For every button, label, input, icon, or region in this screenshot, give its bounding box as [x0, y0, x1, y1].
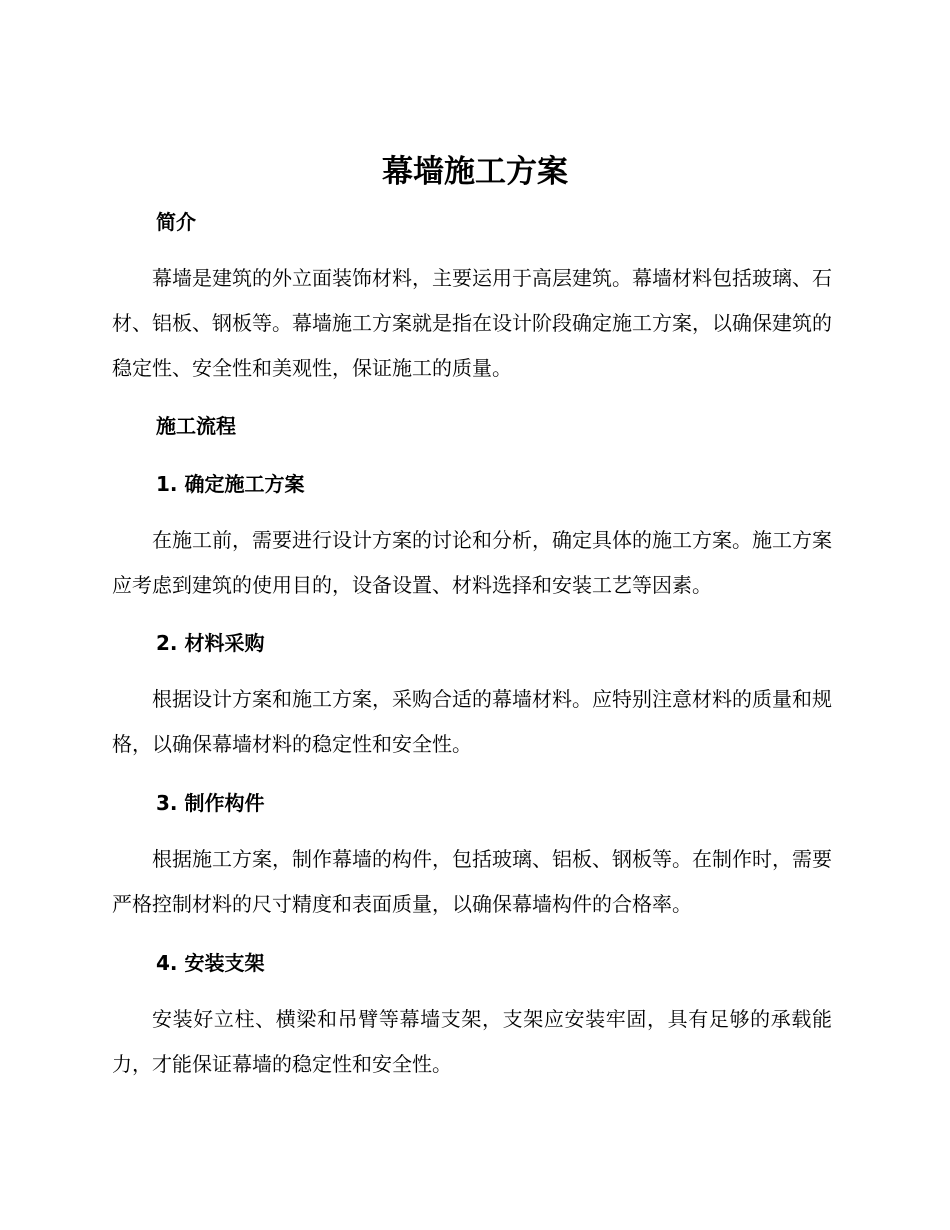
- step-paragraph-2: 根据设计方案和施工方案，采购合适的幕墙材料。应特别注意材料的质量和规格，以确保幕墙材料的稳定性和安全性。: [112, 687, 832, 756]
- step-heading-1: 1. 确定施工方案: [156, 472, 305, 496]
- page-title: 幕墙施工方案: [382, 154, 568, 190]
- step-paragraph-4: 安装好立柱、横梁和吊臂等幕墙支架，支架应安装牢固，具有足够的承载能力，才能保证幕墙的稳定性和安全性。: [112, 1007, 832, 1076]
- section-heading-process: 施工流程: [156, 414, 236, 438]
- intro-paragraph: 幕墙是建筑的外立面装饰材料，主要运用于高层建筑。幕墙材料包括玻璃、石材、铝板、钢板等。幕墙施工方案就是指在设计阶段确定施工方案，以确保建筑的稳定性、安全性和美观性，保证施工的质量。: [112, 266, 832, 380]
- step-paragraph-1: 在施工前，需要进行设计方案的讨论和分析，确定具体的施工方案。施工方案应考虑到建筑的使用目的，设备设置、材料选择和安装工艺等因素。: [112, 528, 832, 597]
- step-paragraph-3: 根据施工方案，制作幕墙的构件，包括玻璃、铝板、钢板等。在制作时，需要严格控制材料的尺寸精度和表面质量，以确保幕墙构件的合格率。: [112, 847, 832, 916]
- step-heading-2: 2. 材料采购: [156, 631, 265, 655]
- step-heading-3: 3. 制作构件: [156, 791, 265, 815]
- section-heading-intro: 简介: [156, 210, 196, 234]
- step-heading-4: 4. 安装支架: [156, 951, 265, 975]
